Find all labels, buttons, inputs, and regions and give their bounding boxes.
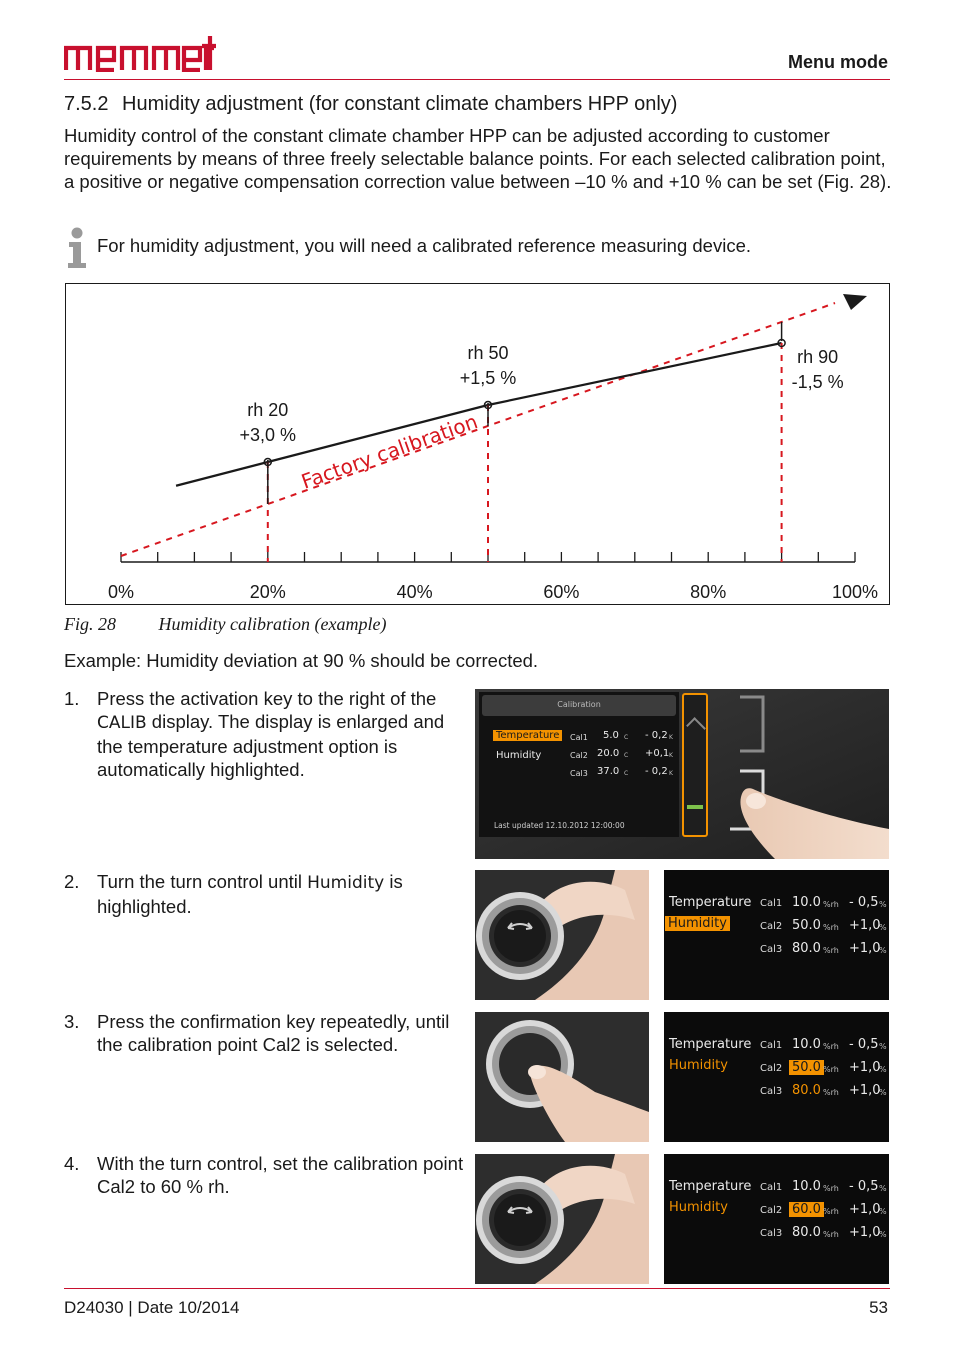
cal2-label: Cal2 xyxy=(760,921,783,932)
step-2 xyxy=(64,870,469,918)
section-title-text: Humidity adjustment (for constant climate chambers HPP only) xyxy=(122,93,678,115)
step-text: Press the confirmation key repeatedly, until the calibration point Cal2 is selected. xyxy=(97,1011,450,1055)
cal1-value: 5.0 xyxy=(603,730,619,741)
cal2-unit: %rh xyxy=(823,1207,839,1216)
cal3-correction: +1,0 xyxy=(849,1083,881,1098)
photo-calib-panel xyxy=(475,689,889,859)
cal1-correction-unit: % xyxy=(879,1184,887,1193)
cal3-correction-unit: % xyxy=(879,1088,887,1097)
temperature-option[interactable]: Temperature xyxy=(669,895,752,910)
cal2-label: Cal2 xyxy=(760,1205,783,1216)
step-4 xyxy=(64,1152,469,1198)
cal1-correction: - 0,5 xyxy=(849,895,879,910)
x-tick-label: 0% xyxy=(107,582,135,602)
cal1-unit: %rh xyxy=(823,1042,839,1051)
document-info: D24030 | Date 10/2014 xyxy=(64,1298,240,1317)
chevron-up-icon xyxy=(686,717,706,737)
cal2-correction-unit: % xyxy=(879,923,887,932)
step-number: 2. xyxy=(64,871,80,892)
step-text: Turn the turn control until xyxy=(97,871,308,892)
cal2-correction-unit: K xyxy=(669,752,673,759)
display-cal2-selected xyxy=(664,1012,889,1142)
cal1-correction: - 0,5 xyxy=(849,1037,879,1052)
temperature-option[interactable]: Temperature xyxy=(493,730,562,741)
section-number: 7.5.2 xyxy=(64,93,109,115)
cal2-correction-unit: % xyxy=(879,1207,887,1216)
cal3-unit: %rh xyxy=(823,946,839,955)
cal2-value-selected[interactable]: 50.0 xyxy=(789,1060,824,1075)
cal1-label: Cal1 xyxy=(760,1182,783,1193)
display-humidity-highlighted xyxy=(664,870,889,1000)
temperature-option[interactable]: Temperature xyxy=(669,1037,752,1052)
step-number: 1. xyxy=(64,688,80,709)
humidity-option[interactable]: Humidity xyxy=(669,1200,728,1215)
cal3-unit: %rh xyxy=(823,1088,839,1097)
cal1-label: Cal1 xyxy=(760,1040,783,1051)
cal2-unit: %rh xyxy=(823,1065,839,1074)
cal3-label: Cal3 xyxy=(570,769,588,778)
cal3-unit: %rh xyxy=(823,1230,839,1239)
figure-caption xyxy=(64,614,386,635)
calibration-screen xyxy=(479,692,679,837)
cal3-value: 80.0 xyxy=(792,1225,821,1240)
memmert-logo xyxy=(64,32,216,72)
cal1-correction-unit: % xyxy=(879,900,887,909)
cal2-label: Cal2 xyxy=(760,1063,783,1074)
cal3-label: Cal3 xyxy=(760,1086,783,1097)
cal1-label: Cal1 xyxy=(570,733,588,742)
cal1-unit: %rh xyxy=(823,1184,839,1193)
section-title xyxy=(64,93,677,116)
cal1-correction-unit: % xyxy=(879,1042,887,1051)
photo-turn-control xyxy=(475,870,649,1000)
x-tick-label: 80% xyxy=(690,582,727,602)
cal1-label: Cal1 xyxy=(760,898,783,909)
step-text-end: display. The display is enlarged and the temperature adjustment option is automatically highlighted. xyxy=(97,711,445,780)
cal2-value: 50.0 xyxy=(792,918,821,933)
temperature-option[interactable]: Temperature xyxy=(669,1179,752,1194)
header-rule xyxy=(64,79,890,80)
cal3-correction: +1,0 xyxy=(849,941,881,956)
cal3-correction: +1,0 xyxy=(849,1225,881,1240)
humidity-calibration-chart xyxy=(65,283,890,605)
humidity-option[interactable]: Humidity xyxy=(665,916,730,931)
cal3-unit: C xyxy=(624,770,629,777)
cal2-value: 20.0 xyxy=(597,748,620,759)
cal2-correction: +1,0 xyxy=(849,1202,881,1217)
balance-point-correction: -1,5 % xyxy=(791,372,844,392)
cal2-correction: +1,0 xyxy=(849,918,881,933)
cal3-value: 80.0 xyxy=(792,941,821,956)
step-3 xyxy=(64,1010,469,1056)
figure-number: Fig. 28 xyxy=(64,614,116,634)
cal3-correction-unit: K xyxy=(669,770,673,777)
cal1-correction: - 0,5 xyxy=(849,1179,879,1194)
cal2-unit: C xyxy=(624,752,629,759)
balance-point-correction: +1,5 % xyxy=(459,368,517,388)
page-number: 53 xyxy=(869,1298,888,1317)
section-label: Menu mode xyxy=(787,52,888,72)
active-indicator xyxy=(687,805,703,809)
photo-confirmation-key xyxy=(475,1012,649,1142)
cal2-correction: +1,0 xyxy=(849,1060,881,1075)
cal2-correction-unit: % xyxy=(879,1065,887,1074)
cal2-label: Cal2 xyxy=(570,751,588,760)
cal3-correction-unit: % xyxy=(879,1230,887,1239)
cal1-unit: C xyxy=(624,734,629,741)
key-humidity: Humidity xyxy=(307,873,385,893)
step-number: 4. xyxy=(64,1153,80,1174)
cal3-label: Cal3 xyxy=(760,944,783,955)
key-calib: CALIB xyxy=(97,713,147,733)
balance-point-label: rh 90 xyxy=(797,347,839,367)
step-number: 3. xyxy=(64,1011,80,1032)
balance-point-label: rh 50 xyxy=(467,343,509,363)
example-text: Example: Humidity deviation at 90 % should be corrected. xyxy=(64,650,539,671)
humidity-option[interactable]: Humidity xyxy=(669,1058,728,1073)
intro-paragraph: Humidity control of the constant climate chamber HPP can be adjusted according to customer requirements by means of three freely selectable balance points. For each selected calibration point, a positive or negative compensation correction value between –10 % and +10 % can be set (Fig. 28). xyxy=(64,125,892,192)
x-tick-label: 40% xyxy=(396,582,433,602)
balance-point-correction: +3,0 % xyxy=(239,425,297,445)
display-cal2-set-60 xyxy=(664,1154,889,1284)
cal2-value-selected[interactable]: 60.0 xyxy=(789,1202,824,1217)
x-tick-label: 60% xyxy=(543,582,580,602)
cal2-unit: %rh xyxy=(823,923,839,932)
figure-caption-text: Humidity calibration (example) xyxy=(158,614,387,634)
cal1-value: 10.0 xyxy=(792,895,821,910)
step-1 xyxy=(64,687,469,781)
balance-point-label: rh 20 xyxy=(247,400,289,420)
info-icon xyxy=(64,227,90,269)
cal3-correction: - 0,2 xyxy=(645,766,668,777)
calib-activation-key[interactable] xyxy=(682,693,708,837)
step-text-end: is highlighted. xyxy=(97,871,403,917)
factory-calibration-label: Factory calibration xyxy=(298,409,481,494)
cal1-correction: - 0,2 xyxy=(645,730,668,741)
cal2-correction: +0,1 xyxy=(645,748,670,759)
arrow-head-icon xyxy=(843,294,867,310)
info-note: For humidity adjustment, you will need a calibrated reference measuring device. xyxy=(97,235,751,256)
footer-rule xyxy=(64,1288,890,1289)
last-updated: Last updated 12.10.2012 12:00:00 xyxy=(494,821,625,830)
cal3-value: 80.0 xyxy=(792,1083,821,1098)
humidity-option[interactable]: Humidity xyxy=(496,750,542,761)
cal3-correction-unit: % xyxy=(879,946,887,955)
step-text: With the turn control, set the calibration point Cal2 to 60 % rh. xyxy=(97,1153,464,1197)
cal3-label: Cal3 xyxy=(760,1228,783,1239)
step-text: Press the activation key to the right of the xyxy=(97,688,437,709)
cal3-value: 37.0 xyxy=(597,766,620,777)
cal1-unit: %rh xyxy=(823,900,839,909)
cal1-correction-unit: K xyxy=(669,734,673,741)
cal1-value: 10.0 xyxy=(792,1037,821,1052)
cal1-value: 10.0 xyxy=(792,1179,821,1194)
screen-header: Calibration xyxy=(557,700,601,709)
photo-turn-control-set xyxy=(475,1154,649,1284)
x-tick-label: 100% xyxy=(831,582,879,602)
x-tick-label: 20% xyxy=(249,582,286,602)
